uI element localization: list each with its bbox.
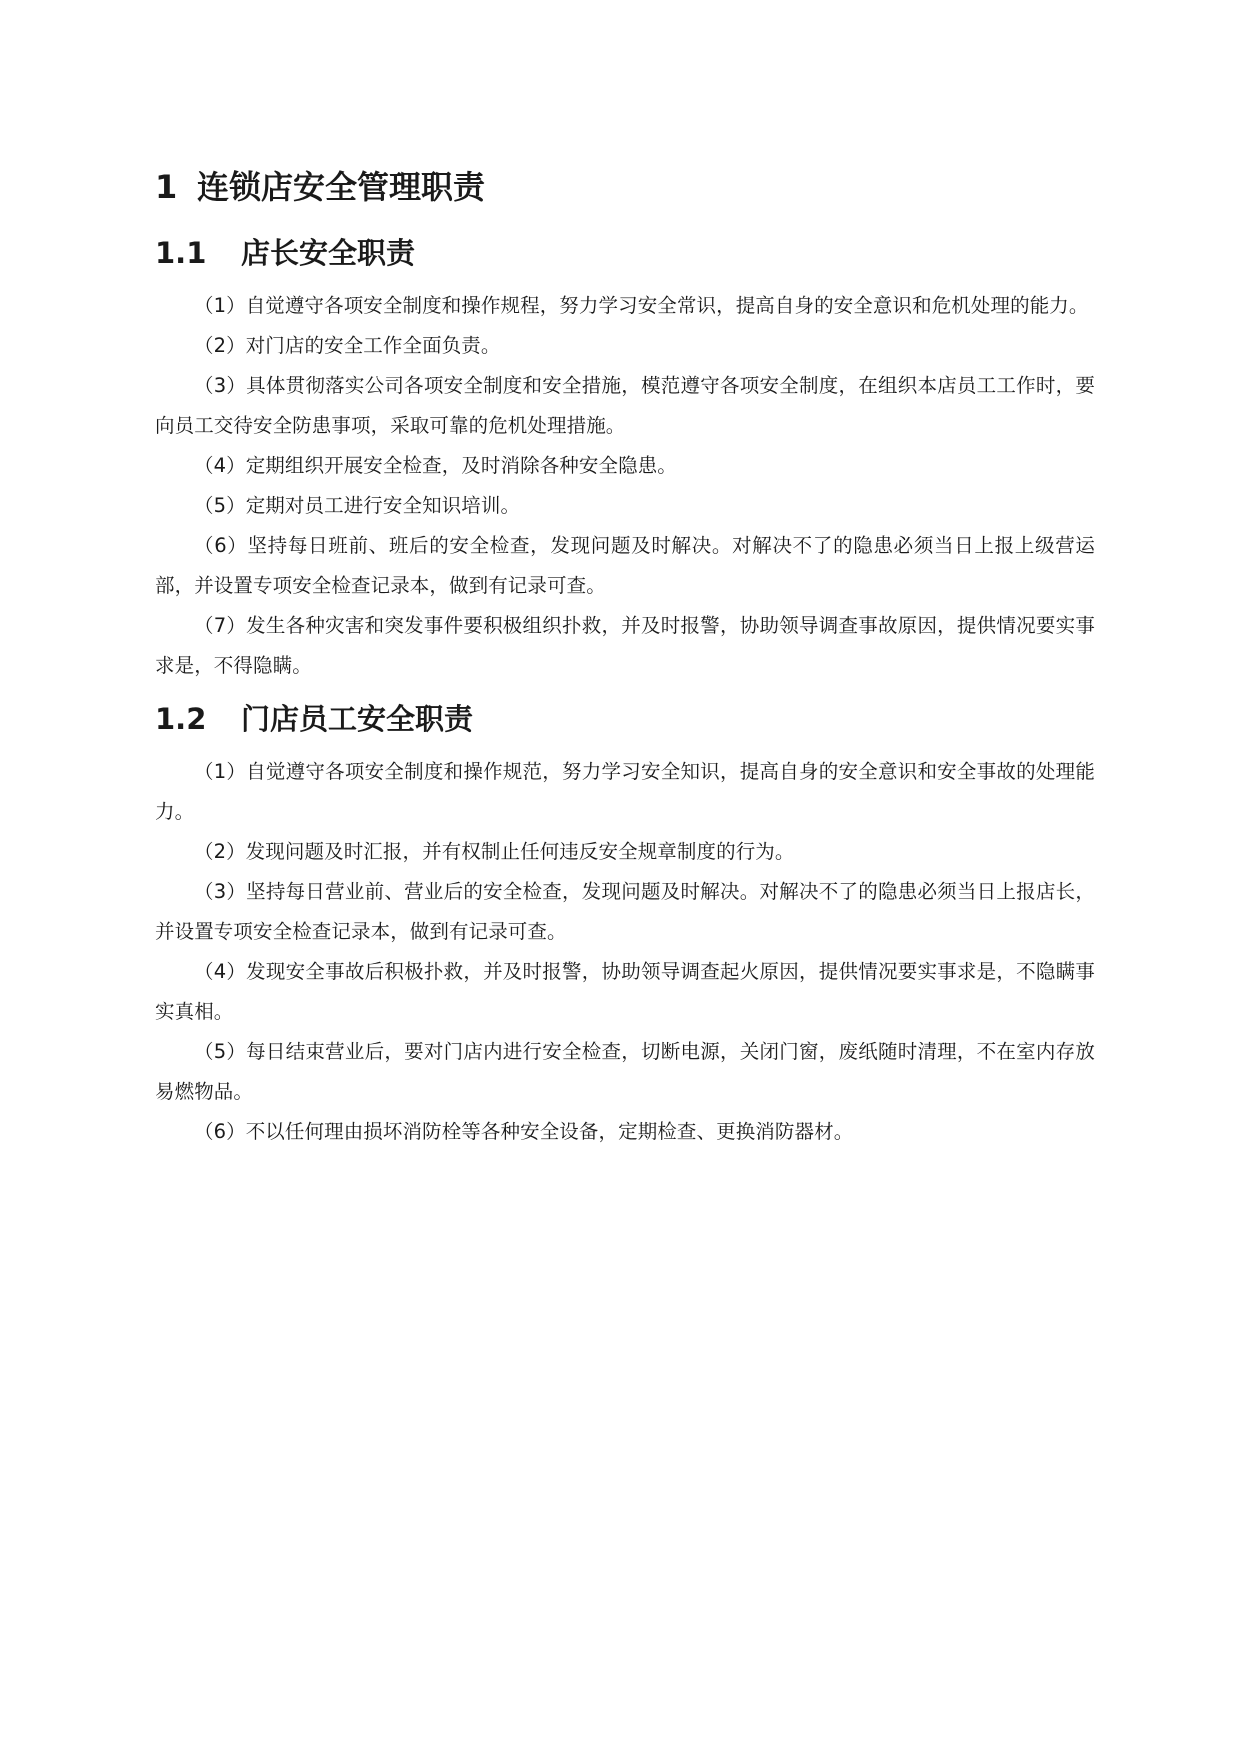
chapter-title: 连锁店安全管理职责	[197, 168, 486, 206]
section-number: 1.1	[155, 236, 207, 270]
section-number: 1.2	[155, 702, 207, 736]
section-title: 店长安全职责	[241, 236, 416, 270]
section-store-staff	[155, 694, 1095, 1152]
section-heading	[155, 694, 1095, 744]
duty-item: （6）坚持每日班前、班后的安全检查，发现问题及时解决。对解决不了的隐患必须当日上报上级营运部，并设置专项安全检查记录本，做到有记录可查。	[155, 534, 1095, 597]
duty-list	[155, 752, 1095, 1152]
section-title: 门店员工安全职责	[241, 702, 474, 736]
chapter-number: 1	[155, 168, 178, 206]
duty-item: （1）自觉遵守各项安全制度和操作规程，努力学习安全常识，提高自身的安全意识和危机处理的能力。	[194, 294, 1089, 317]
duty-item: （3）具体贯彻落实公司各项安全制度和安全措施，模范遵守各项安全制度，在组织本店员工工作时，要向员工交待安全防患事项，采取可靠的危机处理措施。	[155, 374, 1095, 437]
duty-list	[155, 286, 1095, 686]
document-page	[155, 160, 1095, 1152]
duty-item: （2）对门店的安全工作全面负责。	[194, 334, 501, 357]
duty-item: （5）每日结束营业后，要对门店内进行安全检查，切断电源，关闭门窗，废纸随时清理，不在室内存放易燃物品。	[155, 1040, 1095, 1103]
chapter-heading	[155, 160, 1095, 214]
duty-item: （5）定期对员工进行安全知识培训。	[194, 494, 521, 517]
duty-item: （2）发现问题及时汇报，并有权制止任何违反安全规章制度的行为。	[194, 840, 795, 863]
duty-item: （4）定期组织开展安全检查，及时消除各种安全隐患。	[194, 454, 677, 477]
duty-item: （3）坚持每日营业前、营业后的安全检查，发现问题及时解决。对解决不了的隐患必须当日上报店长，并设置专项安全检查记录本，做到有记录可查。	[155, 880, 1095, 943]
duty-item: （1）自觉遵守各项安全制度和操作规范，努力学习安全知识，提高自身的安全意识和安全事故的处理能力。	[155, 760, 1095, 823]
duty-item: （7）发生各种灾害和突发事件要积极组织扑救，并及时报警，协助领导调查事故原因，提供情况要实事求是，不得隐瞒。	[155, 614, 1095, 677]
duty-item: （4）发现安全事故后积极扑救，并及时报警，协助领导调查起火原因，提供情况要实事求是，不隐瞒事实真相。	[155, 960, 1095, 1023]
section-heading	[155, 228, 1095, 278]
duty-item: （6）不以任何理由损坏消防栓等各种安全设备，定期检查、更换消防器材。	[194, 1120, 854, 1143]
section-store-manager	[155, 228, 1095, 686]
